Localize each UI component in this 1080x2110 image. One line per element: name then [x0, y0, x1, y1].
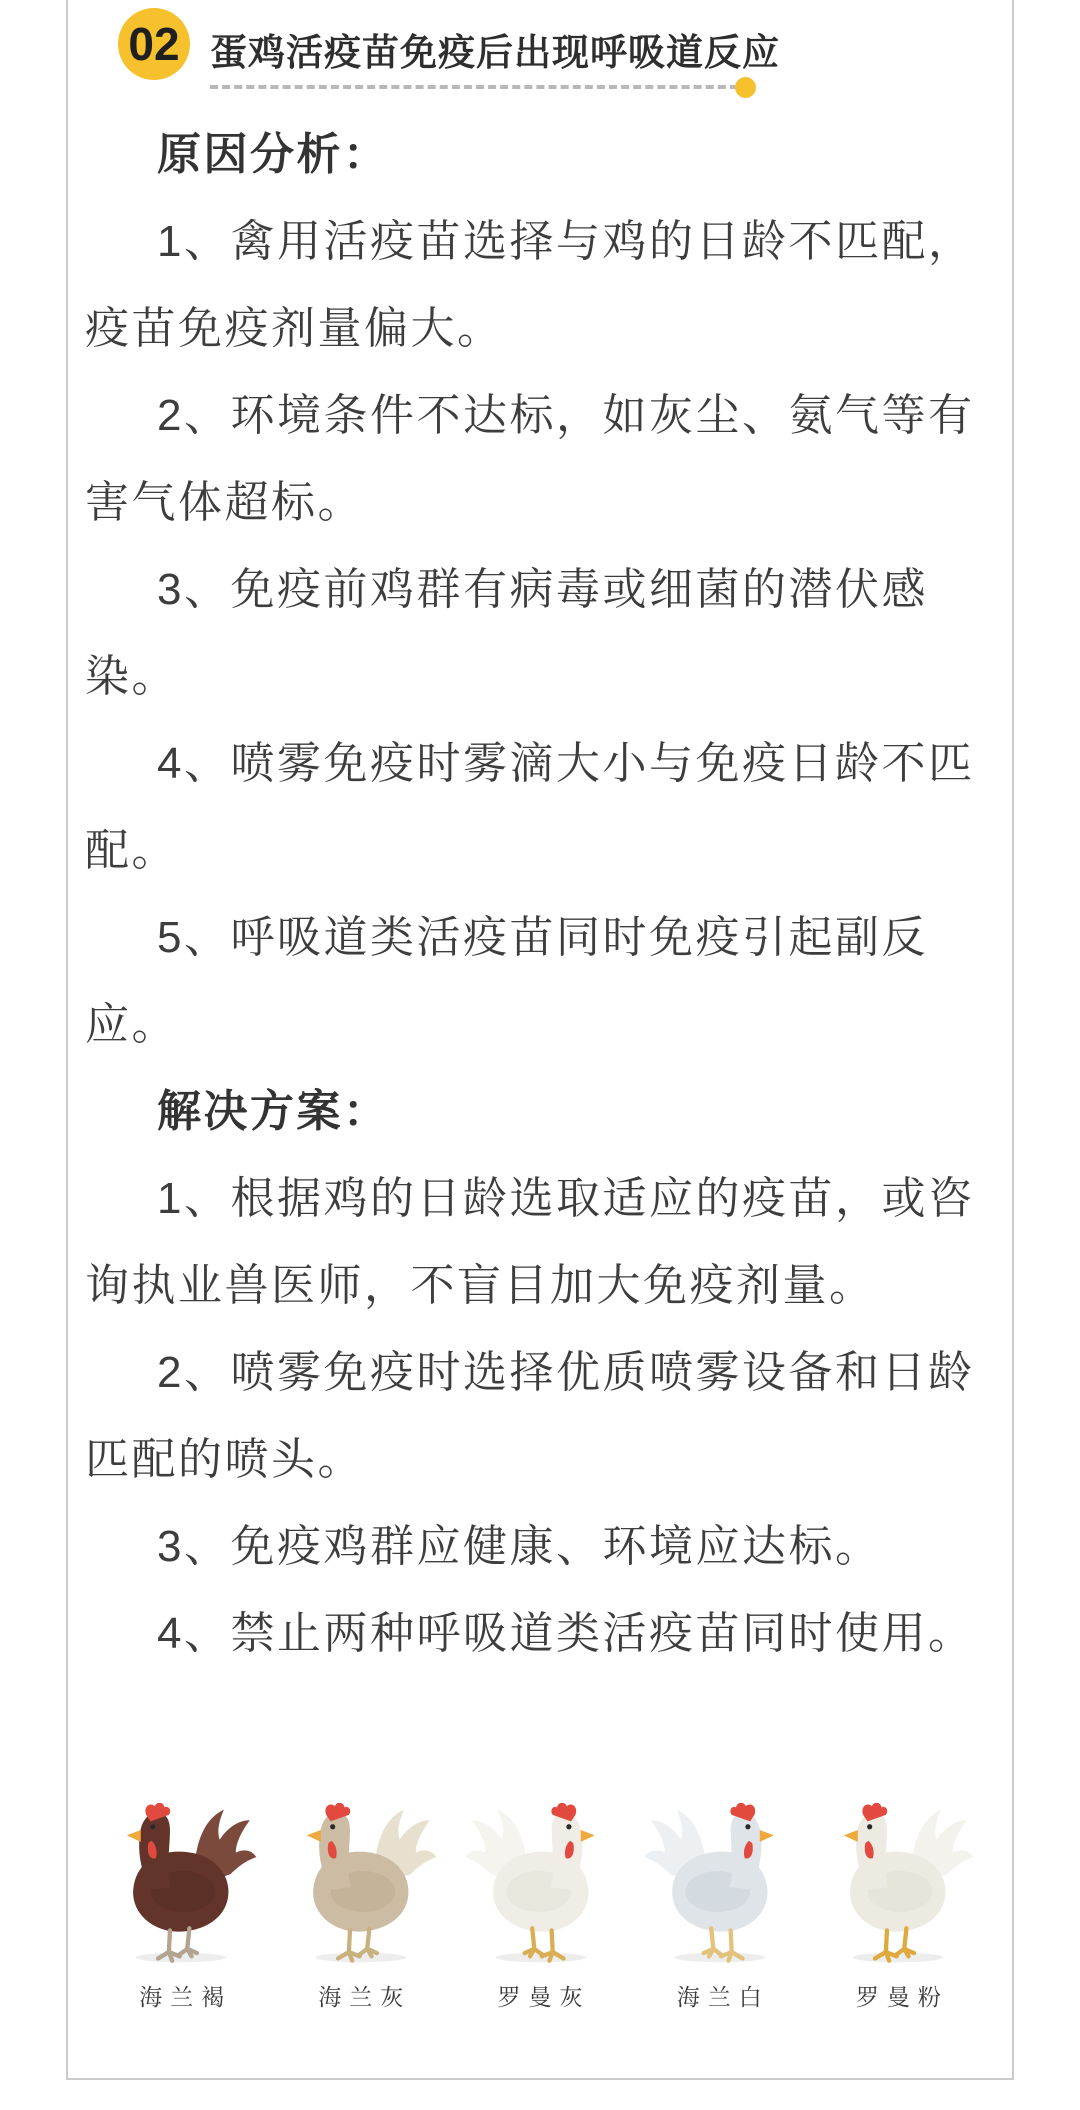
paragraph-line: 2、喷雾免疫时选择优质喷雾设备和日龄 — [157, 1348, 975, 1397]
section-title: 蛋鸡活疫苗免疫后出现呼吸道反应 — [210, 32, 780, 73]
paragraph-line: 疫苗免疫剂量偏大。 — [85, 304, 504, 353]
breed-label: 海兰褐 — [139, 1984, 233, 2010]
section-heading: 原因分析： — [157, 130, 390, 179]
paragraph-line: 染。 — [85, 652, 178, 701]
breed-label: 罗曼灰 — [497, 1984, 591, 2010]
hen-illustration — [103, 1803, 260, 1965]
paragraph-line: 3、免疫鸡群应健康、环境应达标。 — [157, 1522, 882, 1571]
paragraph-line: 3、免疫前鸡群有病毒或细菌的潜伏感 — [157, 565, 928, 614]
paragraph-line: 2、环境条件不达标，如灰尘、氨气等有 — [157, 391, 975, 440]
article-body — [68, 111, 1012, 1677]
breed-item — [450, 1803, 629, 2012]
breed-label: 罗曼粉 — [855, 1984, 949, 2010]
divider-end-dot — [735, 77, 756, 98]
paragraph-line: 害气体超标。 — [85, 478, 364, 527]
breed-label: 海兰白 — [676, 1984, 770, 2010]
breed-item — [92, 1803, 271, 2012]
section-header — [118, 0, 1012, 89]
paragraph-line: 配。 — [85, 826, 178, 875]
paragraph-line: 询执业兽医师，不盲目加大免疫剂量。 — [85, 1261, 876, 1310]
section-number-badge — [118, 8, 190, 80]
hen-illustration — [641, 1803, 798, 1965]
breed-item — [630, 1803, 809, 2012]
paragraph-line: 应。 — [85, 1000, 178, 1049]
breed-label: 海兰灰 — [318, 1984, 412, 2010]
breed-gallery — [68, 1803, 1012, 2012]
breed-item — [809, 1803, 988, 2012]
paragraph-line: 4、喷雾免疫时雾滴大小与免疫日龄不匹 — [157, 739, 975, 788]
section-heading: 解决方案： — [157, 1087, 390, 1136]
article-card — [66, 0, 1014, 2080]
paragraph-line: 1、根据鸡的日龄选取适应的疫苗，或咨 — [157, 1174, 975, 1223]
breed-item — [271, 1803, 450, 2012]
hen-illustration — [820, 1803, 977, 1965]
hen-illustration — [462, 1803, 619, 1965]
paragraph-line: 5、呼吸道类活疫苗同时免疫引起副反 — [157, 913, 928, 962]
title-wrap — [210, 8, 780, 89]
paragraph-line: 4、禁止两种呼吸道类活疫苗同时使用。 — [157, 1609, 975, 1658]
dashed-divider — [210, 85, 750, 89]
paragraph-line: 匹配的喷头。 — [85, 1435, 364, 1484]
section-number: 02 — [128, 18, 180, 70]
paragraph-line: 1、禽用活疫苗选择与鸡的日龄不匹配， — [157, 217, 975, 266]
hen-illustration — [283, 1803, 440, 1965]
